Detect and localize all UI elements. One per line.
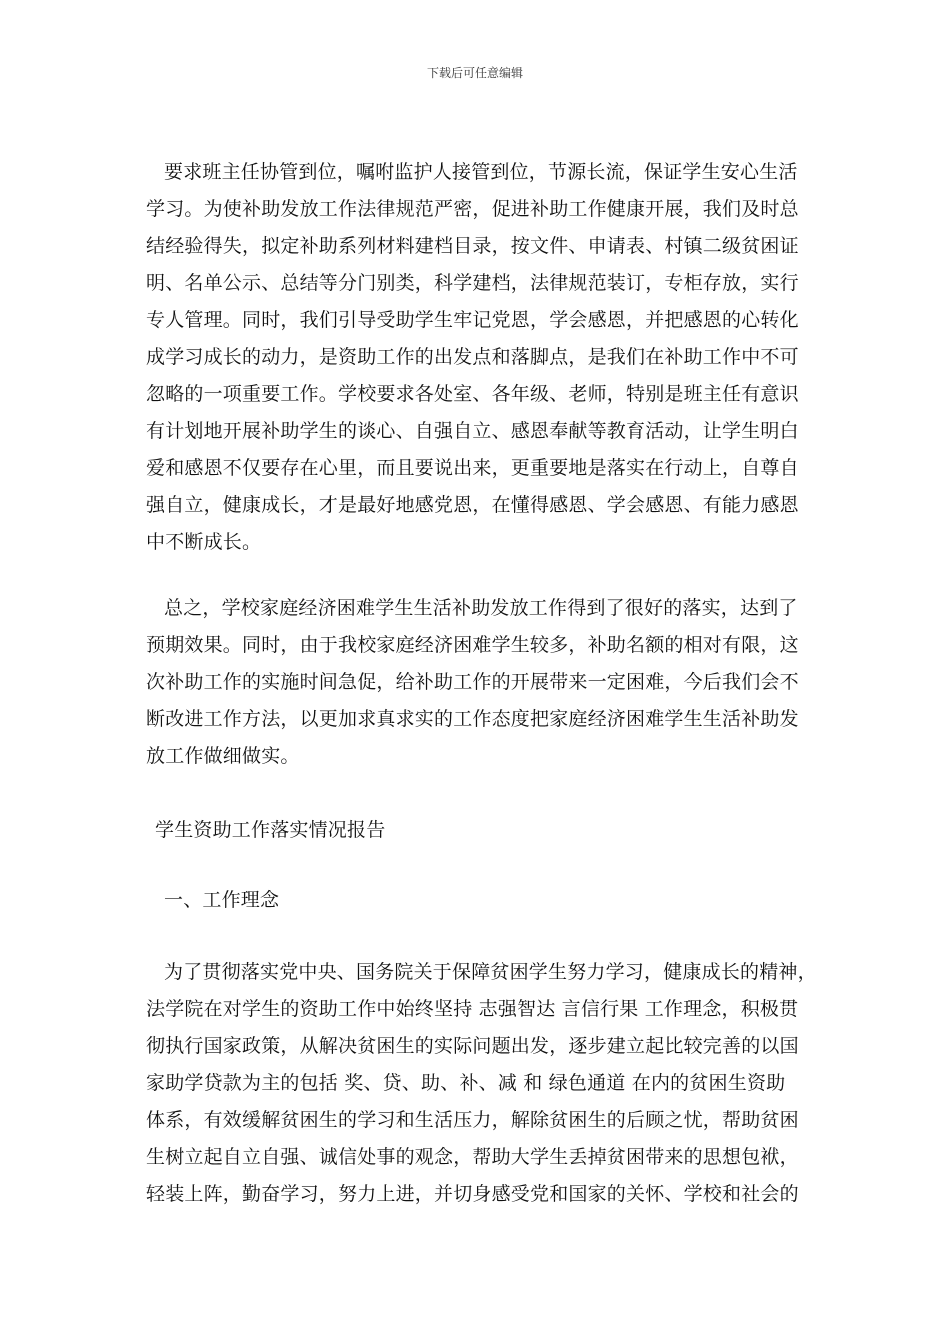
paragraph-line: 爱和感恩不仅要存在心里，而且要说出来，更重要地是落实在行动上，自尊自 bbox=[146, 457, 799, 479]
paragraph-line: 断改进工作方法，以更加求真求实的工作态度把家庭经济困难学生生活补助发 bbox=[146, 708, 799, 730]
paragraph-line: 家助学贷款为主的包括 奖、贷、助、补、减 和 绿色通道 在内的贫困生资助 bbox=[146, 1072, 786, 1094]
paragraph-line: 法学院在对学生的资助工作中始终坚持 志强智达 言信行果 工作理念，积极贯 bbox=[146, 998, 799, 1020]
paragraph-line: 体系，有效缓解贫困生的学习和生活压力，解除贫困生的后顾之忧，帮助贫困 bbox=[146, 1109, 799, 1131]
paragraph-line: 轻装上阵，勤奋学习，努力上进，并切身感受党和国家的关怀、学校和社会的 bbox=[146, 1183, 799, 1205]
section-heading: 一、工作理念 bbox=[164, 889, 280, 911]
paragraph-line: 中不断成长。 bbox=[146, 531, 262, 553]
paragraph-line: 成学习成长的动力，是资助工作的出发点和落脚点，是我们在补助工作中不可 bbox=[146, 346, 799, 368]
section-title: 学生资助工作落实情况报告 bbox=[155, 819, 386, 841]
paragraph-line: 有计划地开展补助学生的谈心、自强自立、感恩奉献等教育活动，让学生明白 bbox=[146, 420, 799, 442]
paragraph-line: 放工作做细做实。 bbox=[146, 745, 300, 767]
paragraph-line: 结经验得失，拟定补助系列材料建档目录，按文件、申请表、村镇二级贫困证 bbox=[146, 235, 799, 257]
paragraph-line: 预期效果。同时，由于我校家庭经济困难学生较多，补助名额的相对有限，这 bbox=[146, 634, 799, 656]
paragraph-line: 学习。为使补助发放工作法律规范严密，促进补助工作健康开展，我们及时总 bbox=[146, 198, 799, 220]
paragraph-line: 次补助工作的实施时间急促，给补助工作的开展带来一定困难，今后我们会不 bbox=[146, 671, 799, 693]
paragraph-line: 专人管理。同时，我们引导受助学生牢记党恩，学会感恩，并把感恩的心转化 bbox=[146, 309, 799, 331]
paragraph-line: 彻执行国家政策，从解决贫困生的实际问题出发，逐步建立起比较完善的以国 bbox=[146, 1035, 799, 1057]
paragraph-line: 明、名单公示、总结等分门别类，科学建档，法律规范装订，专柜存放，实行 bbox=[146, 272, 799, 294]
paragraph-line: 忽略的一项重要工作。学校要求各处室、各年级、老师，特别是班主任有意识 bbox=[146, 383, 799, 405]
page-header: 下载后可任意编辑 bbox=[426, 66, 523, 80]
paragraph-line: 要求班主任协管到位，嘱咐监护人接管到位，节源长流，保证学生安心生活 bbox=[164, 161, 798, 183]
paragraph-line: 生树立起自立自强、诚信处事的观念，帮助大学生丢掉贫困带来的思想包袱， bbox=[146, 1146, 799, 1168]
paragraph-line: 总之，学校家庭经济困难学生生活补助发放工作得到了很好的落实，达到了 bbox=[164, 597, 798, 619]
paragraph-line: 为了贯彻落实党中央、国务院关于保障贫困学生努力学习，健康成长的精神， bbox=[164, 961, 817, 983]
paragraph-line: 强自立，健康成长，才是最好地感党恩，在懂得感恩、学会感恩、有能力感恩 bbox=[146, 494, 799, 516]
